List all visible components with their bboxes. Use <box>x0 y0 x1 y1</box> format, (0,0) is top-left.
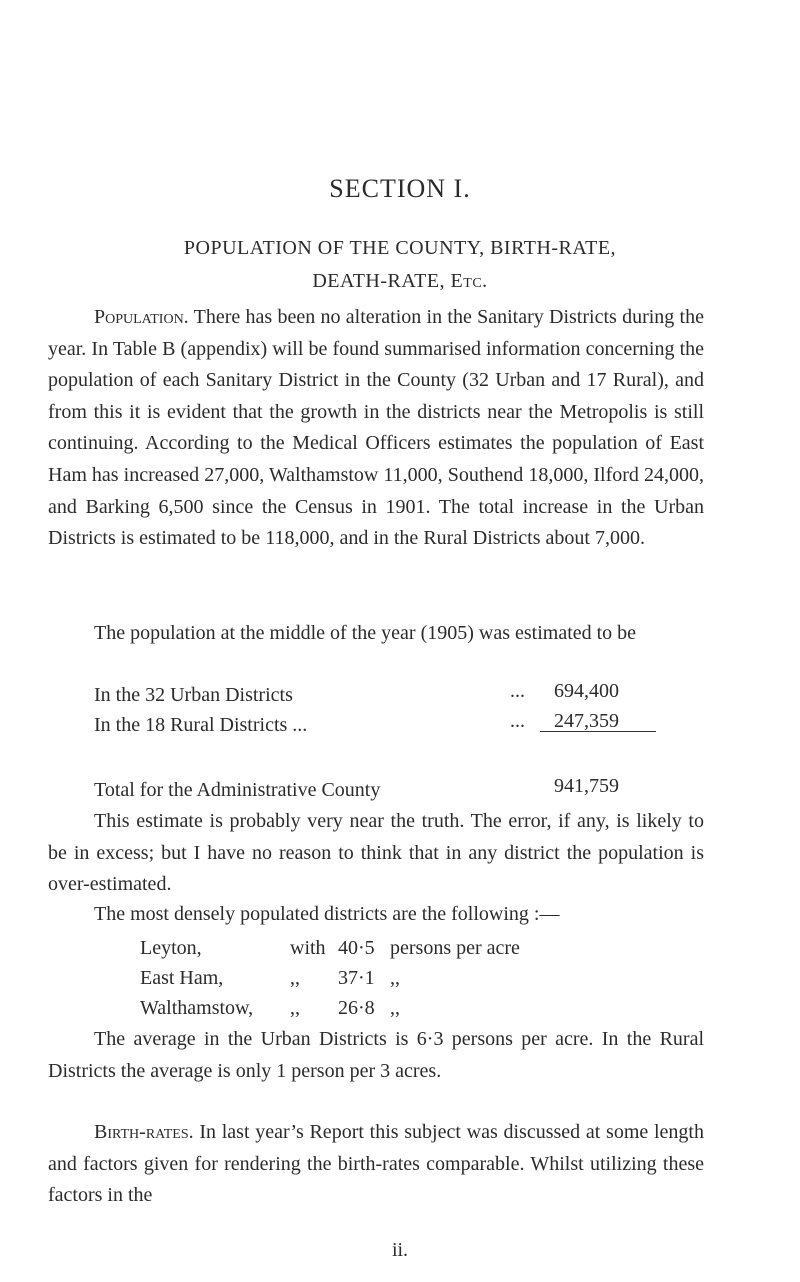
density-row-district: Leyton, <box>140 937 202 959</box>
subheading-line-2-main: DEATH-RATE, <box>312 270 446 292</box>
population-paragraph <box>48 302 704 555</box>
estimate-intro: The population at the middle of the year (1905) was estimated to be <box>94 622 637 644</box>
population-lead: Population. <box>94 306 189 328</box>
density-row-prefix: ,, <box>290 967 300 989</box>
rural-estimate-dots: ... <box>510 710 525 732</box>
urban-estimate-dots: ... <box>510 680 525 702</box>
density-row-unit: ,, <box>390 997 400 1019</box>
rural-estimate-label: In the 18 Rural Districts ... <box>94 714 308 736</box>
subheading-etc: Etc. <box>450 270 488 292</box>
total-rule <box>540 731 656 732</box>
estimate-comment: This estimate is probably very near the truth. The error, if any, is likely to be in excess; but I have no reason to think that in any district the population is over-estimated. <box>48 810 704 896</box>
urban-estimate-label: In the 32 Urban Districts <box>94 684 293 706</box>
subheading-line-1: POPULATION OF THE COUNTY, BIRTH-RATE, <box>183 237 617 259</box>
density-row-prefix: with <box>290 937 326 959</box>
density-intro: The most densely populated districts are the following :— <box>94 903 560 925</box>
density-row-value: 26·8 <box>338 997 375 1019</box>
section-heading: SECTION I. <box>329 174 471 203</box>
density-row-unit: ,, <box>390 967 400 989</box>
section-subheading <box>0 232 800 298</box>
density-row-unit: persons per acre <box>390 937 520 959</box>
birth-rates-text: In last year’s Report this subject was discussed at some length and factors given for rendering the birth-rates comparable. Whilst utilizing these factors in the <box>48 1121 704 1207</box>
urban-estimate-value: 694,400 <box>554 680 619 702</box>
birth-rates-paragraph <box>48 1117 704 1212</box>
average-paragraph: The average in the Urban Districts is 6·3 persons per acre. In the Rural Districts the average is only 1 person per 3 acres. <box>48 1028 704 1082</box>
density-row-value: 37·1 <box>338 967 375 989</box>
density-row-district: East Ham, <box>140 967 224 989</box>
subheading-line-2 <box>0 265 800 298</box>
density-row-district: Walthamstow, <box>140 997 254 1019</box>
birth-rates-lead: Birth-rates. <box>94 1121 194 1143</box>
rural-estimate-value: 247,359 <box>554 710 619 732</box>
density-row-prefix: ,, <box>290 997 300 1019</box>
density-row-value: 40·5 <box>338 937 375 959</box>
population-text: There has been no alteration in the Sanitary Districts during the year. In Table B (appendix) will be found summarised information concerning the population of each Sanitary District in the County (32 Urban and 17 Rural), and from this it is evident that the growth in the districts near the Metropolis is still continuing. According to the Medical Officers estimates the population of East Ham has increased 27,000, Walthamstow 11,000, Southend 18,000, Ilford 24,000, and Barking 6,500 since the Census in 1901. The total increase in the Urban Districts is estimated to be 118,000, and in the Rural Districts about 7,000. <box>48 306 704 550</box>
total-value: 941,759 <box>554 775 619 797</box>
page-number: ii. <box>391 1239 409 1261</box>
total-label: Total for the Administrative County <box>94 779 381 801</box>
